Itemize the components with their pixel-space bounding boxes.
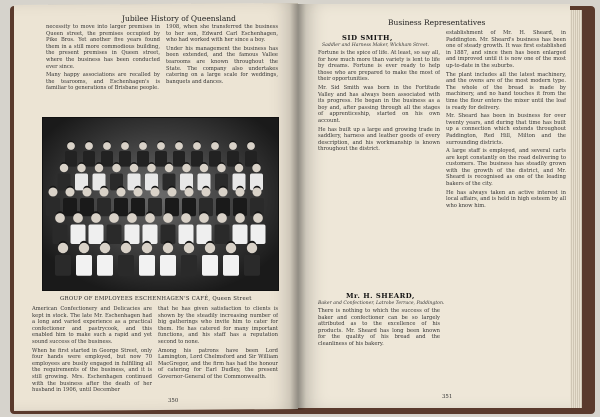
paragraph: Under his management the business has been extended, and the famous Vallee tearooms are known throughout the State. The company also undertakes catering on a large scale for weddings, banquets and dances. xyxy=(166,45,278,85)
photo-figure-head xyxy=(163,243,173,253)
photo-figure-head xyxy=(77,164,85,172)
paragraph: Fortune is the spice of life. At least, so say all, for how much more than variety is lent to life by dreams. Fortune is ever ready to help those who are prepared to make the most of their opportunities. xyxy=(318,50,440,83)
photo-figure-head xyxy=(121,142,129,150)
photo-figure-body xyxy=(118,255,134,276)
photo-figure-body xyxy=(179,225,194,245)
paragraph: establishment of Mr. H. Sheard, in Paddington. Mr. Sheard's business has been one of steady growth. It was first established in 1887, and since then has been enlarged and improved until it is now one of the most up-to-date in the suburbs. xyxy=(446,30,566,69)
photo-figure-head xyxy=(99,187,108,196)
photo-figure-body xyxy=(173,151,185,167)
photo-figure-head xyxy=(247,142,255,150)
photo-figure-head xyxy=(165,164,173,172)
photo-figure-body xyxy=(107,225,122,245)
photo-figure-body xyxy=(119,151,131,167)
paragraph: When he first started in George Street, only four hands were employed, but now 70 employees are busily engaged in fulfilling all the requirements of the business, and it is still growing. Mrs. Eschenhagen continued with the business after the death of her husband in 1906, until December xyxy=(32,347,152,394)
paragraph: The plant includes all the latest machinery, and the ovens are of the most modern type. The whole of the bread is made by machinery, and no hand touches it from the time the flour enters the mixer until the loaf is ready for delivery. xyxy=(446,71,566,111)
photo-figure-head xyxy=(145,213,155,223)
section-subtitle: Baker and Confectioner, Latrobe Terrace, Paddington. xyxy=(318,301,445,306)
photo-figure-head xyxy=(217,213,227,223)
photo-figure-body xyxy=(202,255,218,276)
photo-figure-head xyxy=(73,213,83,223)
book-gutter xyxy=(290,4,306,410)
photo-figure-head xyxy=(217,164,225,172)
photo-figure-head xyxy=(121,243,131,253)
photo-figure-head xyxy=(205,243,215,253)
left-col2-bottom xyxy=(158,306,278,396)
photo-figure-head xyxy=(229,142,237,150)
photo-figure-head xyxy=(85,142,93,150)
photo-figure-head xyxy=(253,213,263,223)
photo-figure-head xyxy=(175,142,183,150)
photo-figure-body xyxy=(223,255,239,276)
photo-figure-body xyxy=(215,225,230,245)
left-page-number: 350 xyxy=(168,398,179,404)
photo-caption: GROUP OF EMPLOYEES ESCHENHAGEN'S CAFÉ, Queen Street xyxy=(60,296,252,302)
left-col1-bottom xyxy=(32,306,152,402)
photo-figure-head xyxy=(211,142,219,150)
photo-figure-head xyxy=(252,187,261,196)
photo-figure-head xyxy=(235,164,243,172)
paragraph: There is nothing to which the success of the baker and confectioner can be so largely attributed as to the excellence of his products. Mr. Sheard has long been known for the quality of his bread and the cleanliness of his bakery. xyxy=(318,308,440,347)
photo-figure-head xyxy=(235,187,244,196)
right-running-header: Business Representatives xyxy=(388,18,486,27)
photo-figure-body xyxy=(83,151,95,167)
photo-figure-head xyxy=(130,164,138,172)
photo-figure-body xyxy=(160,255,176,276)
photo-figure-head xyxy=(235,213,245,223)
group-photo xyxy=(42,117,279,291)
photo-figure-head xyxy=(247,243,257,253)
photo-figure-head xyxy=(199,213,209,223)
photo-figure-head xyxy=(182,164,190,172)
photo-figure-head xyxy=(157,142,165,150)
photo-figure-body xyxy=(76,255,92,276)
section-heading-sid-smith: SID SMITH, xyxy=(342,34,393,42)
section-subtitle: Saddler and Harness Maker, Wickham Street. xyxy=(322,43,429,48)
left-running-header: Jubilee History of Queensland xyxy=(122,14,236,23)
photo-figure-head xyxy=(139,142,147,150)
photo-figure-body xyxy=(155,151,167,167)
photo-figure-head xyxy=(67,142,75,150)
photo-figure-head xyxy=(142,243,152,253)
section-heading-h-sheard: Mr. H. SHEARD, xyxy=(346,292,415,300)
paragraph: that he has given satisfaction to clients is shown by the steadily increasing number of big gatherings who invite him to cater for them. He has catered for many important functions, and his staff has a reputation second to none. xyxy=(158,306,278,345)
photo-figure-body xyxy=(89,225,104,245)
paragraph: A large staff is employed, and several carts are kept constantly on the road delivering to customers. The business has steadily grown with the growth of the district, and Mr. Sheard is recognised as one of the leading bakers of the city. xyxy=(446,148,566,188)
photo-figure-body xyxy=(139,255,155,276)
photo-figure-body xyxy=(181,255,197,276)
photo-figure-head xyxy=(184,243,194,253)
photo-figure-head xyxy=(82,187,91,196)
paragraph: necessity to move into larger premises in Queen street, the premises occupied by Pike Bros. Yet another five years found them in a still more commodious building, the present premises in Queen street, where the business has been conducted ever since. xyxy=(46,24,160,70)
photo-figure-head xyxy=(218,187,227,196)
photo-figure-head xyxy=(193,142,201,150)
photo-figure-body xyxy=(143,225,158,245)
photo-figure-head xyxy=(91,213,101,223)
paragraph: 1908, when she transferred the business to her son, Edward Carl Eschenhagen, who had worked with her since a boy. xyxy=(166,24,278,44)
photo-figure-body xyxy=(137,151,149,167)
photo-figure-head xyxy=(127,213,137,223)
employees-photo-image xyxy=(43,118,278,290)
photo-figure-head xyxy=(200,164,208,172)
paragraph: American Confectionery and Delicacies are kept in stock. The late Mr. Eschenhagen had a long and varied experience as a practical confectioner and pastrycook, and this enabled him to make such a rapid and yet sound success of the business. xyxy=(32,306,152,345)
photo-figure-body xyxy=(233,225,248,245)
photo-figure-head xyxy=(252,164,260,172)
photo-figure-head xyxy=(116,187,125,196)
photo-figure-head xyxy=(58,243,68,253)
photo-figure-body xyxy=(244,255,260,276)
photo-figure-head xyxy=(201,187,210,196)
photo-figure-body xyxy=(53,225,68,245)
photo-figure-head xyxy=(48,187,57,196)
photo-figure-head xyxy=(150,187,159,196)
photo-figure-body xyxy=(101,151,113,167)
paragraph: Mr. Sid Smith was born in the Fortitude Valley and has always been associated with its progress. He began in the business as a boy and, after passing through all the stages of apprenticeship, started on his own account. xyxy=(318,84,440,124)
photo-figure-head xyxy=(100,243,110,253)
photo-figure-head xyxy=(103,142,111,150)
photo-figure-head xyxy=(226,243,236,253)
left-col2-top xyxy=(166,24,278,112)
photo-figure-head xyxy=(55,213,65,223)
photo-figure-head xyxy=(79,243,89,253)
right-col1-bottom xyxy=(318,308,440,396)
right-col2 xyxy=(446,30,566,392)
left-col1-top xyxy=(46,24,160,112)
paragraph: Mr. Sheard has been in business for over twenty years, and during that time has built up a connection which extends throughout Paddington, Red Hill, Milton and the surrounding districts. xyxy=(446,113,566,146)
right-col1-top xyxy=(318,50,440,286)
photo-figure-head xyxy=(133,187,142,196)
photo-figure-body xyxy=(55,255,71,276)
paragraph: He has always taken an active interest in local affairs, and is held in high esteem by all who know him. xyxy=(446,189,566,209)
photo-figure-head xyxy=(95,164,103,172)
photo-figure-body xyxy=(80,198,94,216)
photo-figure-head xyxy=(184,187,193,196)
photo-figure-head xyxy=(147,164,155,172)
page-edges xyxy=(570,10,582,408)
photo-figure-head xyxy=(60,164,68,172)
photo-figure-head xyxy=(181,213,191,223)
photo-figure-head xyxy=(167,187,176,196)
right-page-number: 351 xyxy=(442,394,453,400)
photo-figure-head xyxy=(112,164,120,172)
photo-figure-head xyxy=(65,187,74,196)
paragraph: He has built up a large and growing trade in saddlery, harness and leather goods of every description, and his workmanship is known throughout the district. xyxy=(318,126,440,153)
photo-figure-body xyxy=(97,255,113,276)
paragraph: Among his patrons have been Lord Lamington, Lord Chelmsford and Sir William MacGregor, and the firm has had the honour of catering for Earl Dudley, the present Governor-General of the Commonwealth. xyxy=(158,347,278,380)
photo-figure-head xyxy=(109,213,119,223)
paragraph: Many happy associations are recalled by the tearooms, and Eschenhagen's is familiar to generations of Brisbane people. xyxy=(46,72,160,92)
photo-figure-head xyxy=(163,213,173,223)
